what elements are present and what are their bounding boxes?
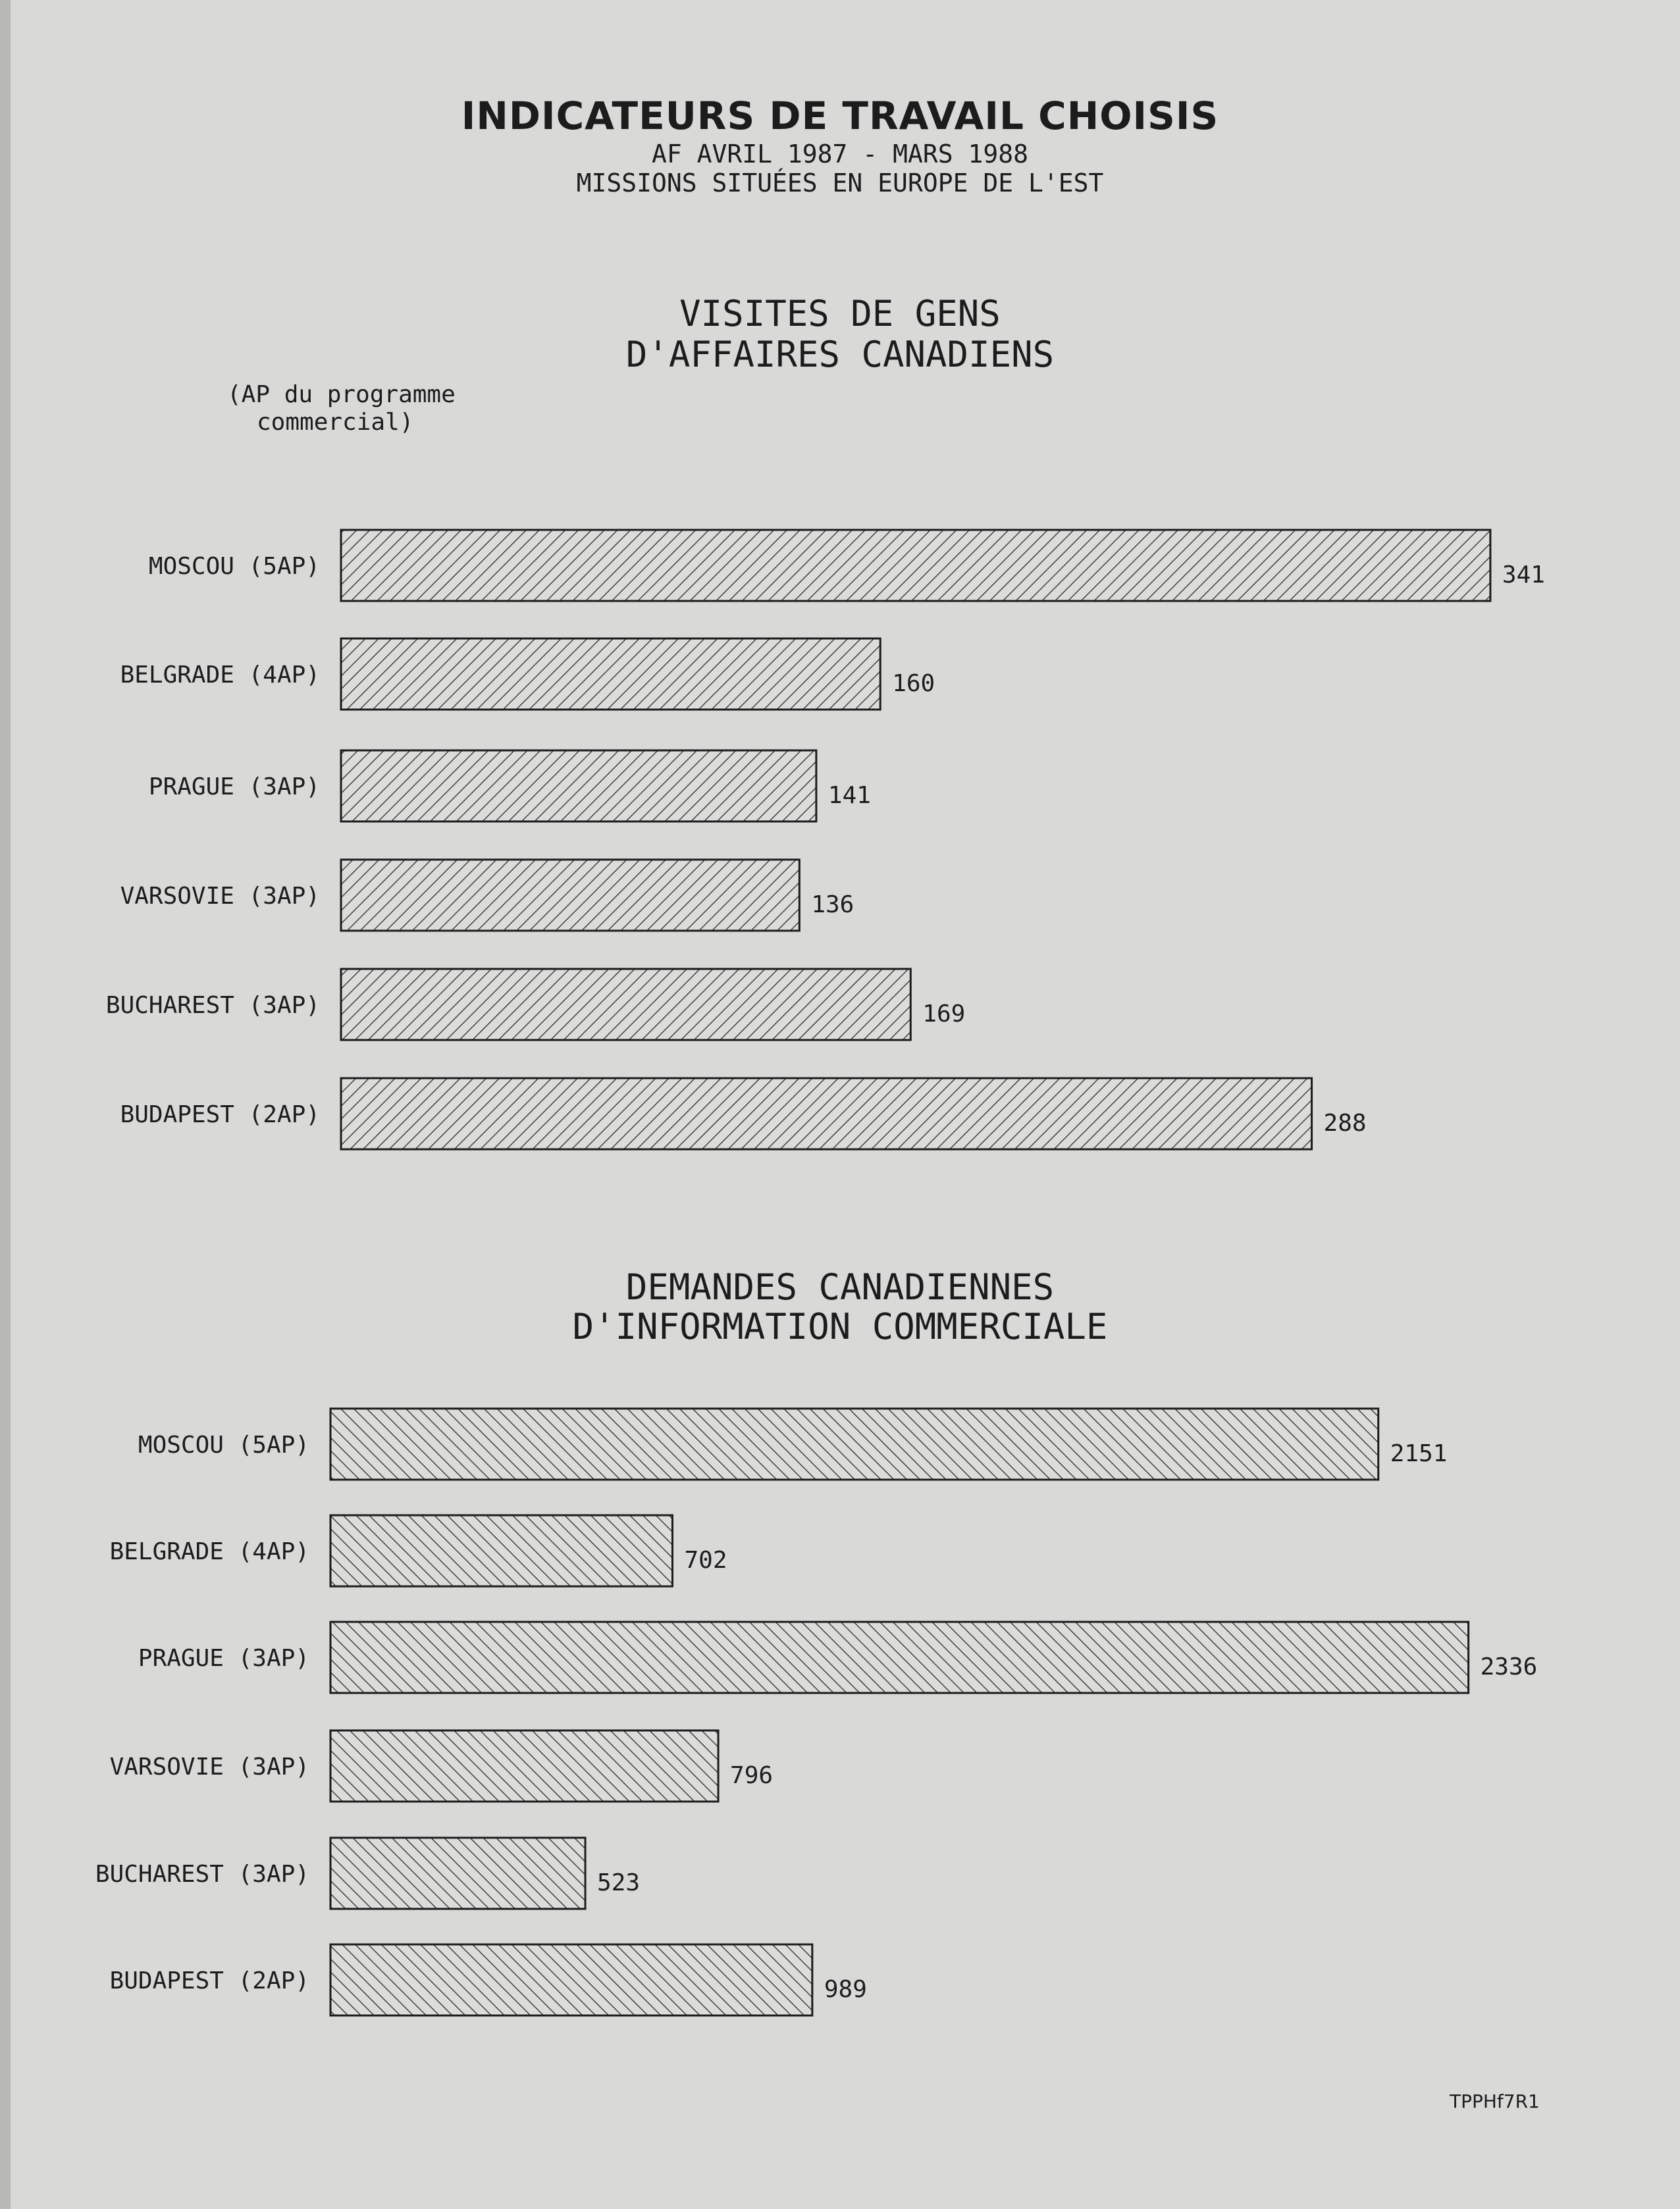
chart1-value-label-1: 160 [892,670,935,697]
chart1-bar-3 [341,860,799,931]
page-title: INDICATEURS DE TRAVAIL CHOISIS [461,93,1219,138]
chart2-bar-5 [330,1944,812,2015]
chart1-value-label-0: 341 [1502,561,1545,588]
chart1-value-label-3: 136 [811,891,854,918]
chart1-bar-2 [341,750,816,821]
chart2-category-label-2: PRAGUE (3AP) [138,1645,309,1672]
chart1-bar-4 [341,969,910,1040]
chart2-value-label-0: 2151 [1390,1440,1448,1467]
chart1-value-label-5: 288 [1323,1110,1367,1137]
chart1-category-label-5: BUDAPEST (2AP) [120,1101,320,1128]
chart2-category-label-3: VARSOVIE (3AP) [109,1754,309,1780]
chart1-note-line2: commercial) [257,409,414,436]
chart2-value-label-3: 796 [730,1762,774,1789]
chart2-category-label-5: BUDAPEST (2AP) [109,1967,309,1994]
chart2-value-label-2: 2336 [1480,1653,1538,1680]
chart1-note-line1: (AP du programme [227,381,456,408]
chart2-bar-3 [330,1730,718,1802]
chart1-category-label-2: PRAGUE (3AP) [148,773,320,800]
chart1-title-line2: D'AFFAIRES CANADIENS [625,334,1055,375]
chart2-value-label-5: 989 [824,1976,867,2003]
chart1-value-label-4: 169 [922,1001,966,1027]
chart2-bars [95,1409,1537,2015]
chart1-category-label-3: VARSOVIE (3AP) [120,883,320,910]
chart2-bar-2 [330,1622,1469,1693]
chart2-title-line1: DEMANDES CANADIENNES [625,1266,1055,1308]
chart1-category-label-0: MOSCOU (5AP) [148,553,320,580]
chart2-category-label-4: BUCHAREST (3AP) [95,1861,309,1888]
chart1-category-label-4: BUCHAREST (3AP) [105,992,320,1019]
chart2-value-label-4: 523 [597,1869,641,1896]
chart1-category-label-1: BELGRADE (4AP) [120,662,320,689]
chart1-title-line1: VISITES DE GENS [679,293,1001,334]
period-subtitle: AF AVRIL 1987 - MARS 1988 [652,140,1028,169]
chart1-bar-1 [341,638,880,710]
missions-subtitle: MISSIONS SITUÉES EN EUROPE DE L'EST [576,169,1104,197]
chart2-bar-0 [330,1409,1378,1480]
chart1-bar-5 [341,1078,1312,1149]
chart1-bar-0 [341,530,1490,601]
chart1-value-label-2: 141 [827,782,871,809]
document-code: TPPHf7R1 [1450,2091,1540,2112]
chart2-bar-4 [330,1838,585,1909]
chart2-bar-1 [330,1515,672,1586]
chart2-category-label-1: BELGRADE (4AP) [109,1538,309,1565]
chart2-title-line2: D'INFORMATION COMMERCIALE [572,1306,1108,1347]
chart2-value-label-1: 702 [684,1547,727,1574]
chart1-bars [106,530,1545,1149]
chart2-category-label-0: MOSCOU (5AP) [138,1432,309,1459]
